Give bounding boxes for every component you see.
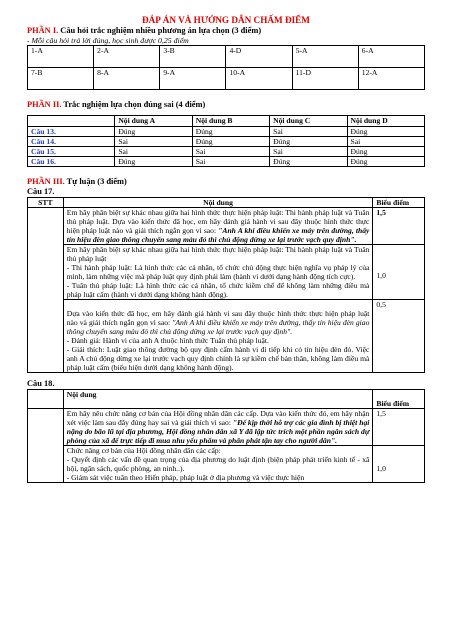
part2-heading <box>27 100 425 110</box>
answer-cell: Đúng <box>270 137 347 147</box>
answer-cell: Sai <box>115 147 192 157</box>
column-header: Nội dung C <box>270 116 347 127</box>
column-header-content: Nội dung <box>63 198 373 208</box>
part1-label: PHẦN I. <box>27 26 59 35</box>
answer-cell: 2-A <box>94 46 160 68</box>
score-cell: 1,0 <box>373 446 425 483</box>
table-row <box>28 409 425 446</box>
answer-line: Chức năng cơ bản của Hội đồng nhân dân các cấp: <box>66 446 221 455</box>
answer-cell: 10-A <box>226 68 292 90</box>
table-row <box>28 46 425 68</box>
part1-title: Câu hỏi trắc nghiệm nhiều phương án lựa chọn (3 điểm) <box>58 26 262 35</box>
answer-cell: Đúng <box>347 147 424 157</box>
table-row <box>28 245 425 300</box>
table-row <box>28 147 425 157</box>
answer-line: - Giám sát việc tuân theo Hiến pháp, pháp luật ở địa phương và việc thực hiện <box>66 473 305 482</box>
answer-cell: Sai <box>270 147 347 157</box>
table-header-row <box>28 116 425 127</box>
part1-answer-table <box>27 45 425 90</box>
column-header-stt <box>28 390 64 409</box>
part2-title: Trắc nghiệm lựa chọn đúng sai (4 điểm) <box>61 100 206 109</box>
answer-line: - Quyết định các vấn đề quan trọng của địa phương do luật định (biện pháp phát triển kinh tế - xã hội, ngân sách, quốc phòng, an ninh..). <box>66 455 370 473</box>
answer-cell: Đúng <box>115 127 192 137</box>
score-cell: 1,5 <box>373 208 425 245</box>
answer-quote: "Anh A khi điều khiển xe máy trên đường, thấy tín hiệu đèn giao thông chuyển sang màu đỏ thì chủ động dừng xe lại trước vạch quy định". <box>66 318 370 336</box>
column-header: Nội dung A <box>115 116 192 127</box>
q17-question-cell <box>63 208 373 245</box>
answer-cell: 7-B <box>28 68 94 90</box>
answer-cell: Sai <box>192 157 269 167</box>
q17-question-text: Em hãy phân biệt sự khác nhau giữa hai hình thức thực hiện pháp luật: Thi hành pháp luật và Tuân thủ pháp luật. Dựa vào kiến thức đã học, em hãy đánh giá hành vi sau đây thuộc hình thức thực hiện pháp luật nào và giải thích ngắn gọn vì sao: <box>66 208 370 235</box>
part1-note: - Mỗi câu hỏi trả lời đúng, học sinh được 0,25 điểm <box>27 36 189 45</box>
answer-cell: 5-A <box>292 46 358 68</box>
part2-label: PHẦN II. <box>27 100 62 109</box>
q17-table <box>27 197 425 373</box>
answer-line: - Thi hành pháp luật: Là hình thức các cá nhân, tổ chức chủ động thực hiện nghĩa vụ pháp lý của mình, làm những việc mà pháp luật quy định phải làm (hành vi dưới dạng hành động tích cực). <box>66 263 370 281</box>
column-header <box>28 116 115 127</box>
answer-cell: Đúng <box>347 127 424 137</box>
q17-question-quote: "Anh A khi điều khiển xe máy trên đường, thấy tín hiệu đèn giao thông chuyển sang màu đỏ thì chủ động dừng xe lại trước vạch quy định". <box>66 226 370 244</box>
part3-label: PHẦN III. <box>27 177 65 186</box>
answer-line: - Đánh giá: Hành vi của anh A thuộc hình thức Tuân thủ pháp luật. <box>66 336 269 345</box>
table-row <box>28 446 425 483</box>
table-row <box>28 208 425 245</box>
score-cell: 0,5 <box>373 300 425 373</box>
column-header-score: Biểu điểm <box>373 198 425 208</box>
answer-cell: 6-A <box>358 46 424 68</box>
answer-cell: 4-D <box>226 46 292 68</box>
part1-heading <box>27 26 425 36</box>
answer-cell: Sai <box>347 137 424 147</box>
answer-cell: Sai <box>270 127 347 137</box>
q18-question-quote: "Để kịp thời hỗ trợ các gia đình bị thiệt hại nặng do bão lũ tại địa phương, Hội đồng nhân dân xã Y đã lập tức trích một phần ngân sách dự phòng của xã để trực tiếp đi mua nhu yếu phẩm và phân phát tận tay cho người dân". <box>66 418 370 445</box>
answer-cell: 1-A <box>28 46 94 68</box>
q18-question-text: Em hãy nêu chức năng cơ bản của Hội đồng nhân dân các cấp. Dựa vào kiến thức đó, em hãy nhận xét việc làm sau đây đúng hay sai và giải thích vì sao: <box>66 409 370 427</box>
part3-heading <box>27 177 425 187</box>
document-title: ĐÁP ÁN VÀ HƯỚNG DẪN CHẤM ĐIỂM <box>142 15 310 25</box>
answer-line: - Tuân thủ pháp luật: Là hình thức các cá nhân, tổ chức kiềm chế để không làm những điều mà pháp luật cấm (hành vi dưới dạng không hành động). <box>66 281 370 299</box>
table-header-row <box>28 390 425 409</box>
column-header: Nội dung D <box>347 116 424 127</box>
q18-table <box>27 389 425 483</box>
stt-cell <box>28 208 64 373</box>
answer-cell: Sai <box>192 147 269 157</box>
q17-answer-b-cell <box>63 300 373 373</box>
table-row <box>28 68 425 90</box>
column-header-stt: STT <box>28 198 64 208</box>
answer-cell: 11-D <box>292 68 358 90</box>
answer-paragraph <box>67 309 370 336</box>
answer-line: Em hãy phân biệt sự khác nhau giữa hai hình thức thực hiện pháp luật: Thi hành pháp luật và Tuân thủ pháp luật <box>66 245 370 263</box>
question-label: Câu 13. <box>28 127 115 137</box>
answer-cell: 12-A <box>358 68 424 90</box>
q17-label: Câu 17. <box>27 187 55 196</box>
table-row <box>28 157 425 167</box>
answer-cell: Đúng <box>192 137 269 147</box>
score-cell: 1,0 <box>373 245 425 300</box>
answer-line: - Giải thích: Luật giao thông đường bộ quy định cấm hành vi đi tiếp khi có tín hiệu đèn đỏ. Việc anh A chủ động dừng xe lại trước vạch quy định chính là sự kiềm chế bản thân, không làm điều mà pháp luật cấm (biểu hiện dưới dạng không hành động). <box>66 345 370 372</box>
answer-cell: Sai <box>115 137 192 147</box>
answer-cell: 8-A <box>94 68 160 90</box>
answer-cell: 3-B <box>160 46 226 68</box>
score-cell: 1,5 <box>373 409 425 446</box>
part2-answer-table <box>27 115 425 167</box>
q18-label: Câu 18. <box>27 379 55 388</box>
column-header: Nội dung B <box>192 116 269 127</box>
table-row <box>28 300 425 373</box>
column-header-content: Nội dung <box>63 390 373 409</box>
table-header-row <box>28 198 425 208</box>
part3-title: Tự luận (3 điểm) <box>64 177 127 186</box>
answer-intro: Dựa vào kiến thức đã học, em hãy đánh giá hành vi sau đây thuộc hình thức thực hiện pháp luật nào và giải thích ngắn gọn vì sao: <box>66 309 370 327</box>
table-row <box>28 137 425 147</box>
answer-cell: Đúng <box>270 157 347 167</box>
q18-question-cell <box>63 409 373 446</box>
answer-cell: Đúng <box>192 127 269 137</box>
answer-cell: Đúng <box>347 157 424 167</box>
answer-cell: Đúng <box>115 157 192 167</box>
question-label: Câu 15. <box>28 147 115 157</box>
question-label: Câu 16. <box>28 157 115 167</box>
answer-cell: 9-A <box>160 68 226 90</box>
column-header-score: Biểu điểm <box>373 390 425 409</box>
q17-answer-a-cell <box>63 245 373 300</box>
question-label: Câu 14. <box>28 137 115 147</box>
stt-cell <box>28 409 64 483</box>
q18-answer-cell <box>63 446 373 483</box>
answer-key-page <box>27 14 425 483</box>
table-row <box>28 127 425 137</box>
